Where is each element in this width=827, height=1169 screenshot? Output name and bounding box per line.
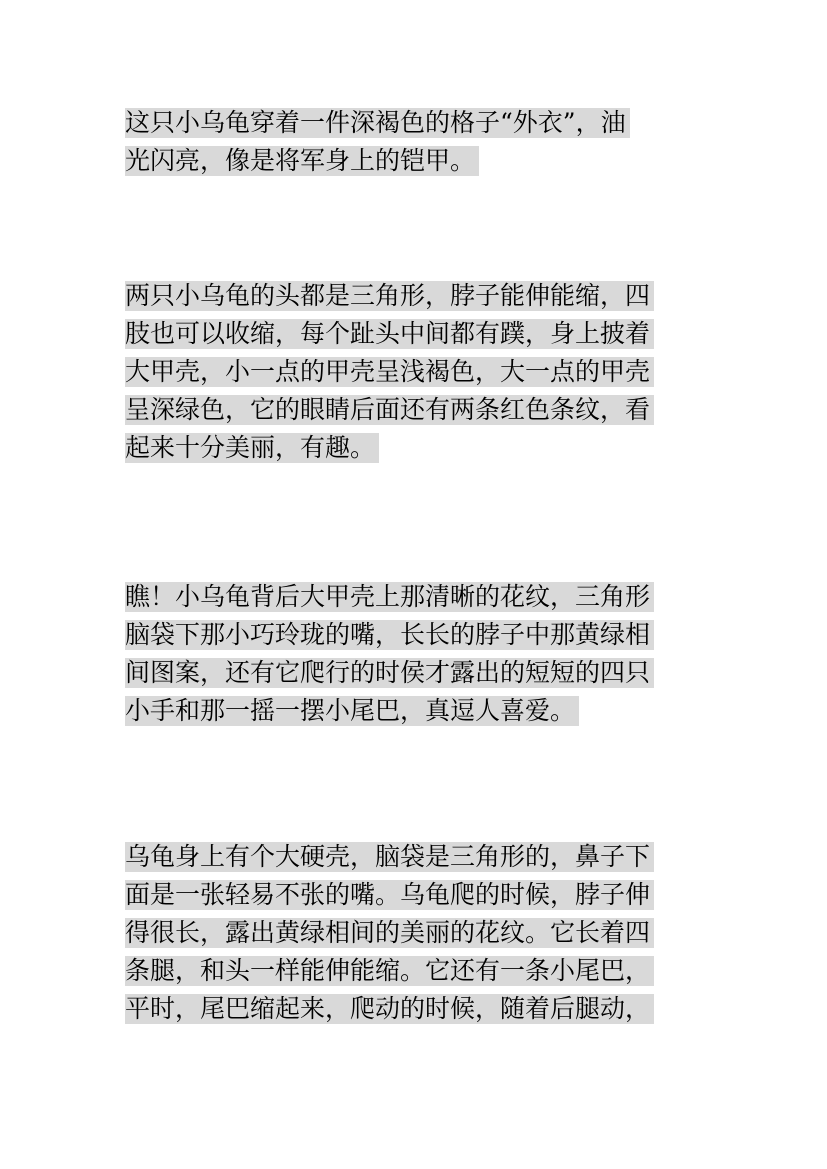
text-line: 肢也可以收缩，每个趾头中间都有蹼，身上披着	[125, 319, 715, 349]
paragraph-3	[125, 582, 715, 734]
paragraph-1	[125, 108, 715, 184]
text-line: 间图案，还有它爬行的时侯才露出的短短的四只	[125, 658, 715, 688]
text-line: 条腿，和头一样能伸能缩。它还有一条小尾巴，	[125, 956, 715, 986]
paragraph-2	[125, 281, 715, 471]
text-line: 乌龟身上有个大硬壳，脑袋是三角形的，鼻子下	[125, 842, 715, 872]
text-line: 大甲壳，小一点的甲壳呈浅褐色，大一点的甲壳	[125, 357, 715, 387]
text-line: 平时，尾巴缩起来，爬动的时候，随着后腿动，	[125, 994, 715, 1024]
text-line: 面是一张轻易不张的嘴。乌龟爬的时候，脖子伸	[125, 880, 715, 910]
text-line: 光闪亮，像是将军身上的铠甲。	[125, 146, 715, 176]
text-line: 这只小乌龟穿着一件深褐色的格子“外衣”，油	[125, 108, 715, 138]
text-line: 小手和那一摇一摆小尾巴，真逗人喜爱。	[125, 696, 715, 726]
text-line: 脑袋下那小巧玲珑的嘴，长长的脖子中那黄绿相	[125, 620, 715, 650]
text-line: 瞧！小乌龟背后大甲壳上那清晰的花纹，三角形	[125, 582, 715, 612]
paragraph-4	[125, 842, 715, 1032]
text-line: 呈深绿色，它的眼睛后面还有两条红色条纹，看	[125, 395, 715, 425]
text-line: 起来十分美丽，有趣。	[125, 433, 715, 463]
text-line: 两只小乌龟的头都是三角形，脖子能伸能缩，四	[125, 281, 715, 311]
text-line: 得很长，露出黄绿相间的美丽的花纹。它长着四	[125, 918, 715, 948]
